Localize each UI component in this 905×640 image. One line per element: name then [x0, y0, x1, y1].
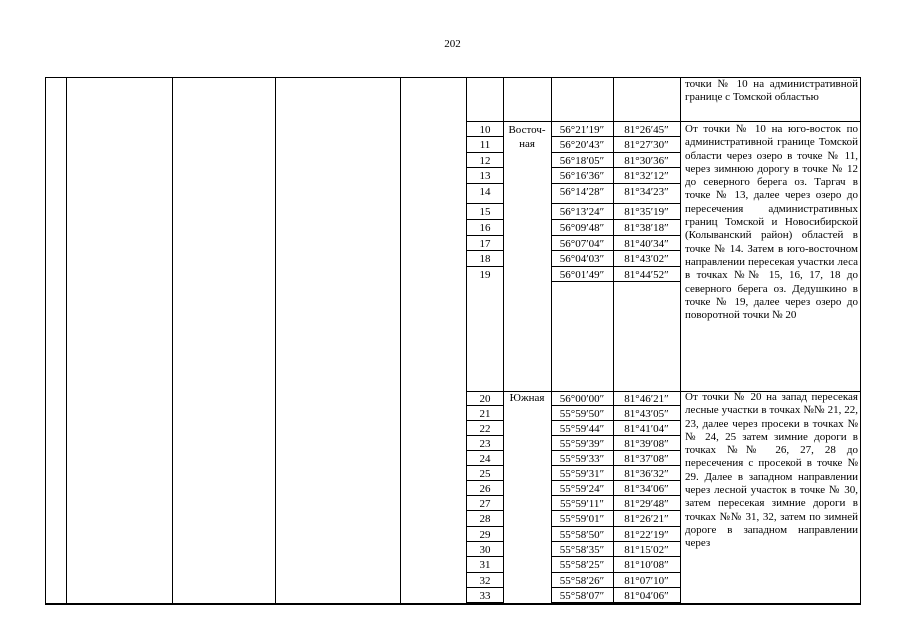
longitude-cell: 81°10′08″ [624, 559, 669, 571]
continued-description: точки № 10 на административной границе с Томской областью [685, 78, 858, 104]
latitude-cell: 56°07′04″ [559, 238, 605, 250]
point-number: 19 [479, 269, 491, 281]
row-line [551, 405, 680, 406]
longitude-cell: 81°43′05″ [624, 408, 669, 420]
group-description: От точки № 10 на юго-восток по административной границе Томской области через озеро в точке № 11, через зимнюю дорогу в точке № 12 до северного берега оз. Таргач в точке № 13, далее через озеро до пересечения административных границ Томской и Новосибирской (Колыванский район) областей в точке № 14. Затем в юго-восточном направлении пересекая участки леса в точках №№ 15, 16, 17, 18 до северного берега оз. Дедушкино в точке № 19, далее через озеро до поворотной точки № 20 [685, 123, 858, 322]
point-number: 10 [479, 124, 491, 136]
longitude-cell: 81°40′34″ [624, 238, 669, 250]
row-line [551, 250, 680, 251]
row-line [466, 450, 503, 451]
latitude-cell: 55°59′11″ [560, 498, 604, 510]
longitude-cell: 81°38′18″ [624, 222, 669, 234]
point-number: 17 [479, 238, 491, 250]
col-line [66, 77, 67, 604]
row-line [551, 136, 680, 137]
row-line [551, 281, 680, 282]
row-line [551, 495, 680, 496]
point-number: 21 [479, 408, 491, 420]
point-number: 22 [479, 423, 491, 435]
longitude-cell: 81°36′32″ [624, 468, 669, 480]
longitude-cell: 81°39′08″ [624, 438, 669, 450]
row-line [551, 450, 680, 451]
latitude-cell: 56°21′19″ [559, 124, 605, 136]
direction-label: Южная [509, 392, 545, 404]
longitude-cell: 81°27′30″ [624, 139, 669, 151]
row-line [466, 152, 503, 153]
point-number: 25 [479, 468, 491, 480]
row-line [466, 480, 503, 481]
row-line [466, 572, 503, 573]
longitude-cell: 81°07′10″ [624, 575, 669, 587]
latitude-cell: 55°59′39″ [559, 438, 605, 450]
latitude-cell: 56°04′03″ [559, 253, 605, 265]
latitude-cell: 55°58′35″ [559, 544, 605, 556]
col-line [680, 77, 681, 604]
row-line [551, 480, 680, 481]
row-line [466, 136, 503, 137]
latitude-cell: 56°13′24″ [559, 206, 605, 218]
latitude-cell: 55°58′25″ [559, 559, 605, 571]
point-number: 16 [479, 222, 491, 234]
row-line [551, 602, 680, 603]
row-line [466, 405, 503, 406]
direction-label: Восточная [508, 124, 546, 150]
row-line [466, 235, 503, 236]
point-number: 27 [479, 498, 491, 510]
latitude-cell: 56°01′49″ [559, 269, 605, 281]
longitude-cell: 81°32′12″ [624, 170, 669, 182]
col-line [860, 77, 861, 604]
latitude-cell: 56°09′48″ [559, 222, 605, 234]
group-description: От точки № 20 на запад пересекая лесные участки в точках №№ 21, 22, 23, далее через просеки в точках №№ 24, 25 затем зимние дороги в точках №№ 26, 27, 28 до пересечения с просекой в точке № 29. Далее в западном направлении через лесной участок в точке № 30, затем пересекая зимние дороги в точках №№ 31, 32, затем по зимней дороге в западном направлении через [685, 391, 858, 550]
latitude-cell: 55°59′31″ [559, 468, 605, 480]
longitude-cell: 81°15′02″ [624, 544, 669, 556]
point-number: 23 [479, 438, 491, 450]
row-line [551, 526, 680, 527]
longitude-cell: 81°26′21″ [624, 513, 669, 525]
point-number: 11 [479, 139, 491, 151]
latitude-cell: 55°59′33″ [559, 453, 605, 465]
latitude-cell: 56°00′00″ [559, 393, 605, 405]
row-line [466, 435, 503, 436]
row-line [466, 203, 503, 204]
point-number: 15 [479, 206, 491, 218]
row-line [466, 602, 503, 603]
row-line [551, 541, 680, 542]
point-number: 12 [479, 155, 491, 167]
latitude-cell: 55°59′44″ [559, 423, 605, 435]
row-line [551, 510, 680, 511]
latitude-cell: 55°58′50″ [559, 529, 605, 541]
longitude-cell: 81°43′02″ [624, 253, 669, 265]
row-line [551, 219, 680, 220]
point-number: 33 [479, 590, 491, 602]
row-line [551, 167, 680, 168]
longitude-cell: 81°22′19″ [624, 529, 669, 541]
col-line [45, 77, 46, 604]
longitude-cell: 81°41′04″ [624, 423, 669, 435]
longitude-cell: 81°44′52″ [624, 269, 669, 281]
longitude-cell: 81°30′36″ [624, 155, 669, 167]
col-line [275, 77, 276, 604]
latitude-cell: 55°59′50″ [559, 408, 605, 420]
row-line [551, 152, 680, 153]
longitude-cell: 81°35′19″ [624, 206, 669, 218]
row-line [466, 167, 503, 168]
row-line [551, 420, 680, 421]
row-line [466, 510, 503, 511]
latitude-cell: 55°58′07″ [559, 590, 605, 602]
col-line [172, 77, 173, 604]
row-line [551, 572, 680, 573]
row-line [466, 266, 503, 267]
table-bottom-border [45, 603, 861, 605]
longitude-cell: 81°29′48″ [624, 498, 669, 510]
row-line [466, 420, 503, 421]
row-line [551, 587, 680, 588]
row-line [551, 556, 680, 557]
col-line [503, 77, 504, 604]
row-line [466, 183, 503, 184]
col-line [400, 77, 401, 604]
row-line [466, 465, 503, 466]
latitude-cell: 55°59′01″ [559, 513, 605, 525]
point-number: 28 [479, 513, 491, 525]
row-line [466, 556, 503, 557]
row-line [551, 266, 680, 267]
row-line [466, 121, 861, 122]
row-line [551, 435, 680, 436]
point-number: 31 [479, 559, 491, 571]
latitude-cell: 56°16′36″ [559, 170, 605, 182]
row-line [466, 495, 503, 496]
latitude-cell: 56°18′05″ [559, 155, 605, 167]
page-number: 202 [444, 38, 461, 50]
longitude-cell: 81°34′23″ [624, 186, 669, 198]
latitude-cell: 56°20′43″ [559, 139, 605, 151]
row-line [466, 250, 503, 251]
row-line [466, 526, 503, 527]
latitude-cell: 55°59′24″ [559, 483, 605, 495]
point-number: 30 [479, 544, 491, 556]
row-line [551, 183, 680, 184]
point-number: 24 [479, 453, 491, 465]
longitude-cell: 81°46′21″ [624, 393, 669, 405]
longitude-cell: 81°34′06″ [624, 483, 669, 495]
point-number: 29 [479, 529, 491, 541]
longitude-cell: 81°26′45″ [624, 124, 669, 136]
point-number: 14 [479, 186, 491, 198]
point-number: 20 [479, 393, 491, 405]
row-line [466, 587, 503, 588]
longitude-cell: 81°04′06″ [624, 590, 669, 602]
row-line [466, 219, 503, 220]
row-line [551, 465, 680, 466]
row-line [551, 235, 680, 236]
point-number: 18 [479, 253, 491, 265]
latitude-cell: 56°14′28″ [559, 186, 605, 198]
longitude-cell: 81°37′08″ [624, 453, 669, 465]
point-number: 26 [479, 483, 491, 495]
latitude-cell: 55°58′26″ [559, 575, 605, 587]
row-line [551, 203, 680, 204]
point-number: 32 [479, 575, 491, 587]
point-number: 13 [479, 170, 491, 182]
row-line [466, 541, 503, 542]
